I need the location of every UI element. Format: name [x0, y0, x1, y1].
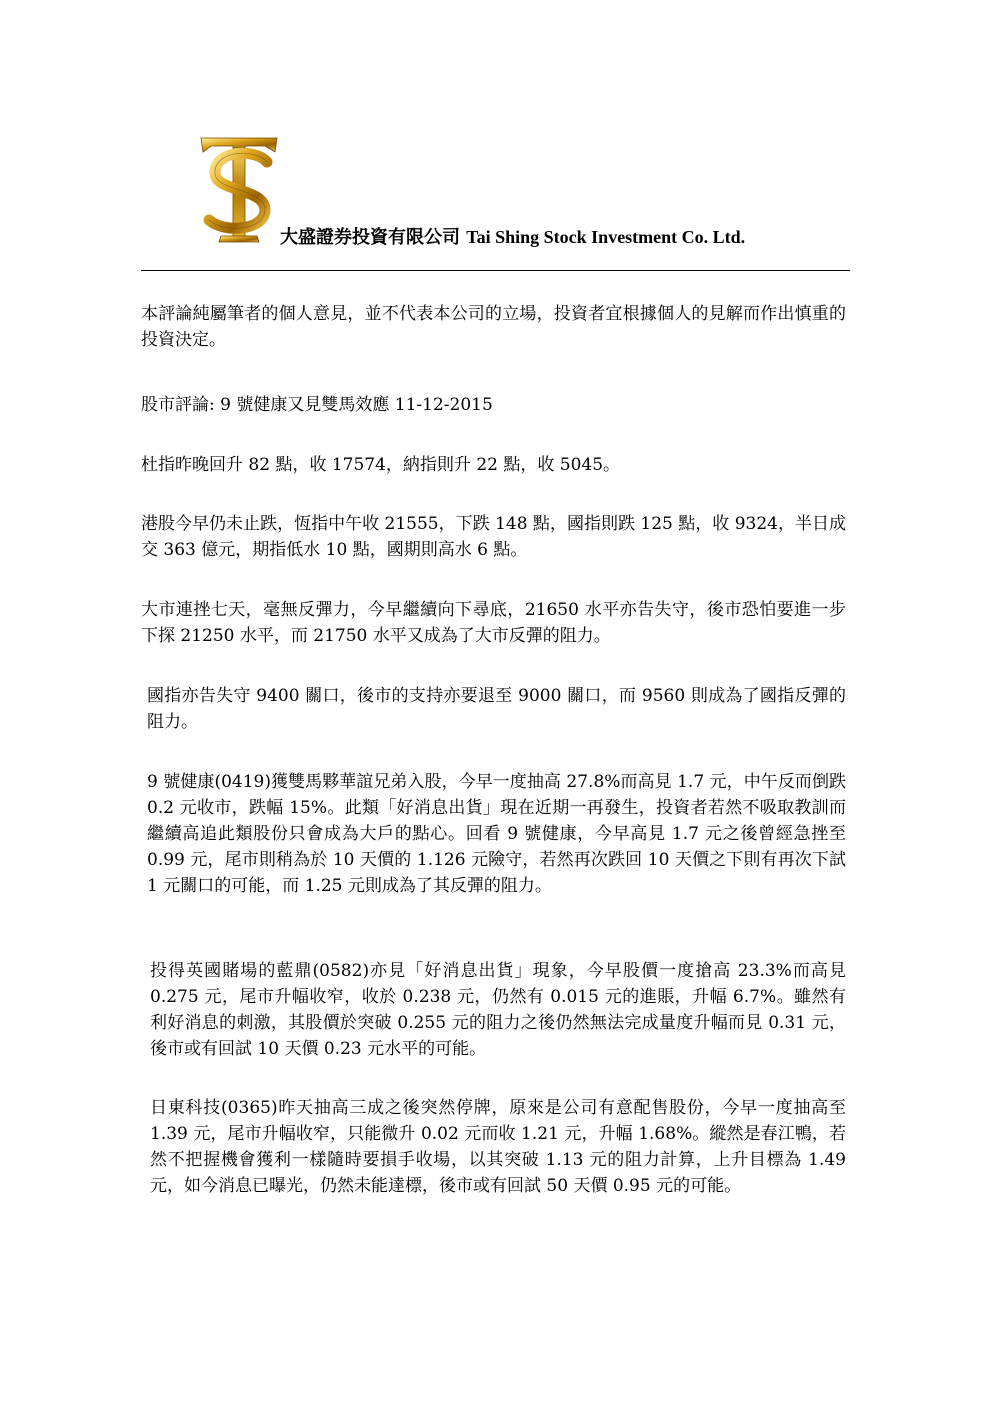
ts-gold-logo-icon — [195, 130, 283, 248]
paragraph-0582: 投得英國賭場的藍鼎(0582)亦見「好消息出貨」現象，今早股價一度搶高 23.3%而高見 0.275 元，尾市升幅收窄，收於 0.238 元，仍然有 0.015 元的進賬，升幅 6.7%。雖然有利好消息的刺激，其股價於突破 0.255 元的阻力之後仍然無法完成量度升幅而見 0.31 元，後市或有回試 10 天價 0.23 元水平的可能。 — [150, 961, 846, 1059]
paragraph-0419: 9 號健康(0419)獲雙馬夥華誼兄弟入股，今早一度抽高 27.8%而高見 1.7 元，中午反而倒跌 0.2 元收市，跌幅 15%。此類「好消息出貨」現在近期一再發生，投資者若然不吸取教訓而繼續高追此類股份只會成為大戶的點心。回看 9 號健康，今早高見 1.7 元之後曾經急挫至 0.99 元，尾市則稍為於 10 天價的 1.126 元險守，若然再次跌回 10 天價之下則有再次下試 1 元關口的可能，而 1.25 元則成為了其反彈的阻力。 — [147, 772, 846, 896]
paragraph-hsi: 港股今早仍未止跌，恆指中午收 21555，下跌 148 點，國指則跌 125 點，收 9324，半日成交 363 億元，期指低水 10 點，國期則高水 6 點。 — [141, 514, 846, 560]
paragraph-hscei: 國指亦告失守 9400 關口，後市的支持亦要退至 9000 關口，而 9560 則成為了國指反彈的阻力。 — [147, 686, 846, 732]
paragraph-market: 大市連挫七天，毫無反彈力，今早繼續向下尋底，21650 水平亦告失守，後市恐怕要進一步下探 21250 水平，而 21750 水平又成為了大市反彈的阻力。 — [141, 600, 846, 646]
company-name-zh: 大盛證券投資有限公司 — [280, 227, 460, 248]
company-name-en: Tai Shing Stock Investment Co. Ltd. — [466, 227, 746, 247]
company-name — [280, 223, 745, 249]
header-divider — [141, 270, 850, 271]
disclaimer-paragraph: 本評論純屬筆者的個人意見，並不代表本公司的立場，投資者宜根據個人的見解而作出慎重的投資決定。 — [141, 304, 846, 350]
article-title: 股市評論: 9 號健康又見雙馬效應 11-12-2015 — [141, 395, 493, 415]
paragraph-0365: 日東科技(0365)昨天抽高三成之後突然停牌，原來是公司有意配售股份，今早一度抽高至 1.39 元，尾市升幅收窄，只能微升 0.02 元而收 1.21 元，升幅 1.68%。縱然是春江鴨，若然不把握機會獲利一樣隨時要損手收場，以其突破 1.13 元的阻力計算，上升目標為 1.49 元，如今消息已曝光，仍然未能達標，後市或有回試 50 天價 0.95 元的可能。 — [150, 1098, 846, 1196]
paragraph-dow: 杜指昨晚回升 82 點，收 17574，納指則升 22 點，收 5045。 — [141, 455, 621, 475]
